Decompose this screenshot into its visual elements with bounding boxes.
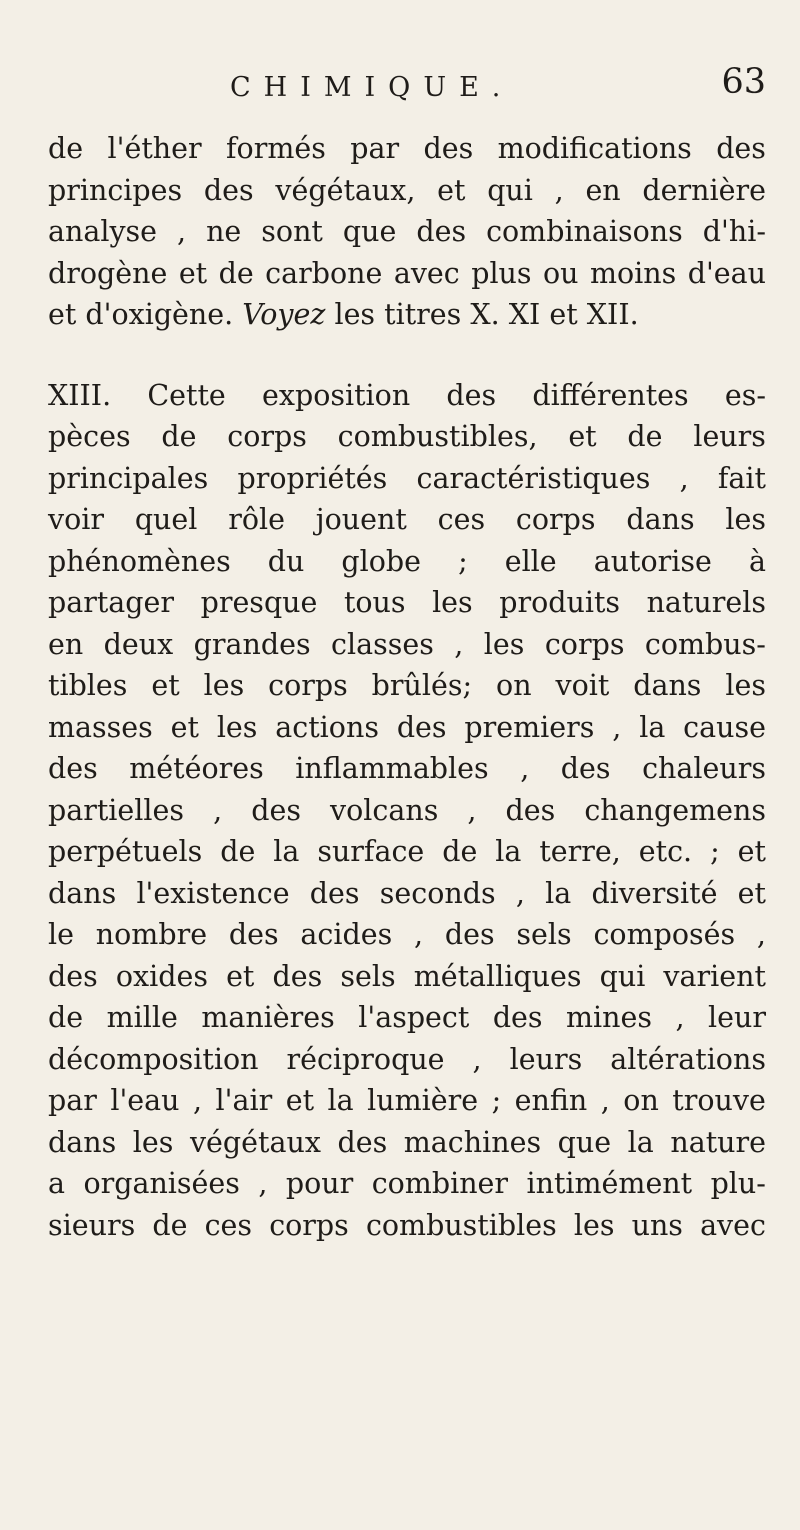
word: à <box>748 544 766 578</box>
page-number: 63 <box>721 62 766 102</box>
text-line <box>48 1163 766 1205</box>
word: inflammables <box>295 752 489 785</box>
word: de <box>48 132 84 165</box>
word: métalliques <box>413 959 582 993</box>
word: combustibles, <box>337 420 538 453</box>
text-line <box>48 790 766 832</box>
text-line <box>48 541 766 583</box>
word: d'hi- <box>702 215 766 248</box>
body-text <box>48 128 766 1246</box>
word: et <box>285 1084 315 1117</box>
word: elle <box>504 544 557 578</box>
word: l'aspect <box>358 1001 470 1034</box>
text-line <box>48 1122 766 1164</box>
word: les <box>334 298 376 331</box>
word: le <box>48 918 74 951</box>
word: presque <box>200 586 318 619</box>
word: et <box>568 420 597 453</box>
word: qui <box>599 959 646 993</box>
text-line <box>48 1205 766 1247</box>
word: qui <box>487 173 533 207</box>
word: analyse <box>48 215 158 248</box>
word: l'éther <box>107 132 202 165</box>
word: , <box>600 1084 610 1117</box>
word: voir <box>48 503 104 536</box>
word: et <box>178 256 208 290</box>
word: a <box>48 1167 65 1200</box>
word: des <box>396 710 447 744</box>
word: XIII. <box>48 378 112 412</box>
word: on <box>496 669 532 702</box>
word: de <box>220 835 256 868</box>
word: etc. <box>638 835 693 868</box>
word: ; <box>710 835 720 868</box>
word: , <box>454 627 464 661</box>
word: XII. <box>586 298 639 331</box>
word: premiers <box>464 710 595 744</box>
word: les <box>725 503 766 536</box>
text-line <box>48 748 766 790</box>
text-line <box>48 582 766 624</box>
word: changemens <box>584 793 766 827</box>
word: composés <box>593 918 736 951</box>
word: des <box>272 959 323 993</box>
word: et <box>151 669 180 702</box>
word: tous <box>343 586 406 619</box>
word: ces <box>204 1208 253 1242</box>
word: les <box>725 669 766 702</box>
word: plu- <box>710 1167 766 1200</box>
word: jouent <box>315 503 407 536</box>
text-line <box>48 253 766 295</box>
text-line <box>48 499 766 541</box>
word: , <box>414 918 424 951</box>
text-line <box>48 1080 766 1122</box>
word: dans <box>626 503 695 536</box>
word: modifications <box>497 132 692 165</box>
word: propriétés <box>237 461 388 495</box>
word: la <box>327 1084 354 1117</box>
word: les <box>216 710 258 744</box>
word: de <box>152 1208 188 1242</box>
word: de <box>218 256 254 290</box>
word: ; <box>491 1084 502 1117</box>
word: et <box>737 876 766 910</box>
running-title: CHIMIQUE. <box>230 72 514 103</box>
word: X. <box>470 298 500 331</box>
word: différentes <box>532 378 689 412</box>
word: décomposition <box>48 1042 259 1076</box>
word: volcans <box>330 793 439 827</box>
word: des <box>416 215 467 248</box>
running-head <box>48 62 766 112</box>
word: la <box>627 1125 654 1159</box>
word: uns <box>631 1208 683 1242</box>
word: lumière <box>367 1084 479 1117</box>
word: avec <box>393 256 460 290</box>
word: plus <box>471 256 532 290</box>
word: d'oxigène. <box>85 298 234 331</box>
word: , <box>193 1084 203 1117</box>
word: la <box>273 835 300 868</box>
word: organisées <box>83 1167 240 1200</box>
word: , <box>554 173 564 207</box>
word: pèces <box>48 420 131 453</box>
word: ; <box>458 544 468 578</box>
word: fait <box>717 461 766 495</box>
word: que <box>342 215 397 248</box>
word: réciproque <box>286 1042 445 1076</box>
word: des <box>309 876 360 910</box>
word: des <box>48 959 98 993</box>
word: les <box>483 627 525 661</box>
text-line <box>48 707 766 749</box>
word: machines <box>403 1125 542 1159</box>
word: , <box>472 1042 482 1076</box>
word: des <box>337 1125 388 1159</box>
word: enfin <box>514 1084 588 1117</box>
word: l'eau <box>110 1084 180 1117</box>
word: et <box>437 173 466 207</box>
word: , <box>177 215 187 248</box>
word: les <box>203 669 245 702</box>
word: combustibles <box>365 1208 557 1242</box>
word: nature <box>670 1125 766 1159</box>
word: avec <box>700 1208 766 1242</box>
word: ces <box>437 503 486 536</box>
word: seconds <box>379 876 496 910</box>
word: surface <box>317 835 425 868</box>
word: Cette <box>147 378 226 412</box>
word: diversité <box>591 876 718 910</box>
word: que <box>557 1125 612 1159</box>
word: , <box>675 1001 685 1034</box>
word: des <box>48 752 98 785</box>
word: des <box>203 173 254 207</box>
word: de <box>48 1001 84 1034</box>
word: corps <box>269 1208 349 1242</box>
word: trouve <box>672 1084 766 1117</box>
word: acides <box>300 918 393 951</box>
word: sont <box>261 215 323 248</box>
word: la <box>639 710 666 744</box>
word: corps <box>268 669 348 702</box>
word: , <box>258 1167 268 1200</box>
word: corps <box>227 420 307 453</box>
text-line <box>48 873 766 915</box>
word: globe <box>341 544 422 578</box>
word: intimément <box>526 1167 693 1200</box>
word: sieurs <box>48 1208 136 1242</box>
word: dans <box>48 1125 117 1159</box>
word: des <box>716 132 766 165</box>
paragraph-2 <box>48 375 766 1247</box>
word: par <box>350 132 400 165</box>
word: d'eau <box>687 256 766 290</box>
word: végétaux <box>189 1125 321 1159</box>
word: la <box>545 876 572 910</box>
word: des <box>444 918 495 951</box>
word: de <box>161 420 197 453</box>
word: et <box>48 298 77 331</box>
word: caractéristiques <box>416 461 651 495</box>
word: cause <box>683 710 766 744</box>
word: actions <box>275 710 379 744</box>
text-line <box>48 665 766 707</box>
word: exposition <box>262 378 411 412</box>
word: des <box>505 793 556 827</box>
word: leur <box>708 1001 766 1034</box>
word: principales <box>48 461 209 495</box>
word: , <box>520 752 530 785</box>
word: les <box>573 1208 615 1242</box>
word: par <box>48 1084 97 1117</box>
text-line <box>48 128 766 170</box>
word: varient <box>663 959 766 993</box>
word: des <box>560 752 611 785</box>
word: des <box>446 378 497 412</box>
word: partager <box>48 586 175 619</box>
word: des <box>251 793 301 827</box>
word: des <box>492 1001 543 1034</box>
word: naturels <box>646 586 766 619</box>
word: oxides <box>115 959 208 993</box>
word: dans <box>48 876 117 910</box>
word: dans <box>633 669 702 702</box>
word: en <box>48 627 84 661</box>
word: rôle <box>228 503 285 536</box>
word: l'existence <box>136 876 290 910</box>
word: mines <box>566 1001 653 1034</box>
paragraph-1 <box>48 128 766 336</box>
word: partielles <box>48 793 185 827</box>
word: voit <box>555 669 610 702</box>
word: météores <box>129 752 264 785</box>
word: l'air <box>215 1084 273 1117</box>
text-line <box>48 294 766 336</box>
text-line <box>48 1039 766 1081</box>
word: combinaisons <box>486 215 683 248</box>
word: sels <box>516 918 572 951</box>
word: en <box>585 173 621 207</box>
word: altérations <box>610 1042 766 1076</box>
word: et <box>737 835 766 868</box>
word: sels <box>340 959 396 993</box>
word: mille <box>106 1001 178 1034</box>
word: , <box>756 918 766 951</box>
word: végétaux, <box>275 173 416 207</box>
word: des <box>228 918 279 951</box>
word: dernière <box>642 173 766 207</box>
word: , <box>213 793 223 827</box>
word: ou <box>543 256 579 290</box>
word: de <box>442 835 478 868</box>
word: drogène <box>48 256 168 290</box>
word: formés <box>226 132 326 165</box>
word: autorise <box>593 544 712 578</box>
word: ne <box>206 215 242 248</box>
text-line <box>48 831 766 873</box>
word: pour <box>285 1167 354 1200</box>
word: corps <box>515 503 596 536</box>
text-line <box>48 914 766 956</box>
word: classes <box>331 627 434 661</box>
text-line <box>48 170 766 212</box>
text-line <box>48 416 766 458</box>
word: , <box>679 461 689 495</box>
word: on <box>623 1084 659 1117</box>
word: les <box>432 586 473 619</box>
word: et <box>549 298 578 331</box>
word: et <box>226 959 255 993</box>
word: deux <box>103 627 174 661</box>
word: chaleurs <box>642 752 766 785</box>
word: tibles <box>48 669 128 702</box>
word: produits <box>499 586 621 619</box>
word: nombre <box>95 918 208 951</box>
word: XI <box>508 298 541 331</box>
text-line <box>48 956 766 998</box>
word: de <box>627 420 663 453</box>
word: principes <box>48 173 183 207</box>
word: la <box>495 835 522 868</box>
word: titres <box>384 298 462 331</box>
word: masses <box>48 710 153 744</box>
word: phénomènes <box>48 544 231 578</box>
word: du <box>267 544 305 578</box>
word: corps <box>544 627 625 661</box>
word: leurs <box>693 420 766 453</box>
word: quel <box>134 503 198 536</box>
word: , <box>612 710 622 744</box>
text-line <box>48 458 766 500</box>
word: carbone <box>265 256 383 290</box>
word: leurs <box>509 1042 583 1076</box>
word: terre, <box>539 835 621 868</box>
word: les <box>132 1125 174 1159</box>
text-line <box>48 997 766 1039</box>
word: et <box>170 710 199 744</box>
word: moins <box>589 256 677 290</box>
word: perpétuels <box>48 835 203 868</box>
word: grandes <box>193 627 311 661</box>
word: des <box>423 132 474 165</box>
word: manières <box>201 1001 335 1034</box>
word: es- <box>724 378 766 412</box>
word: , <box>515 876 525 910</box>
word: Voyez <box>242 298 326 331</box>
text-line <box>48 211 766 253</box>
word: brûlés; <box>371 669 473 702</box>
text-line <box>48 375 766 417</box>
word: combiner <box>371 1167 509 1200</box>
word: , <box>467 793 477 827</box>
text-line <box>48 624 766 666</box>
word: combus- <box>644 627 766 661</box>
